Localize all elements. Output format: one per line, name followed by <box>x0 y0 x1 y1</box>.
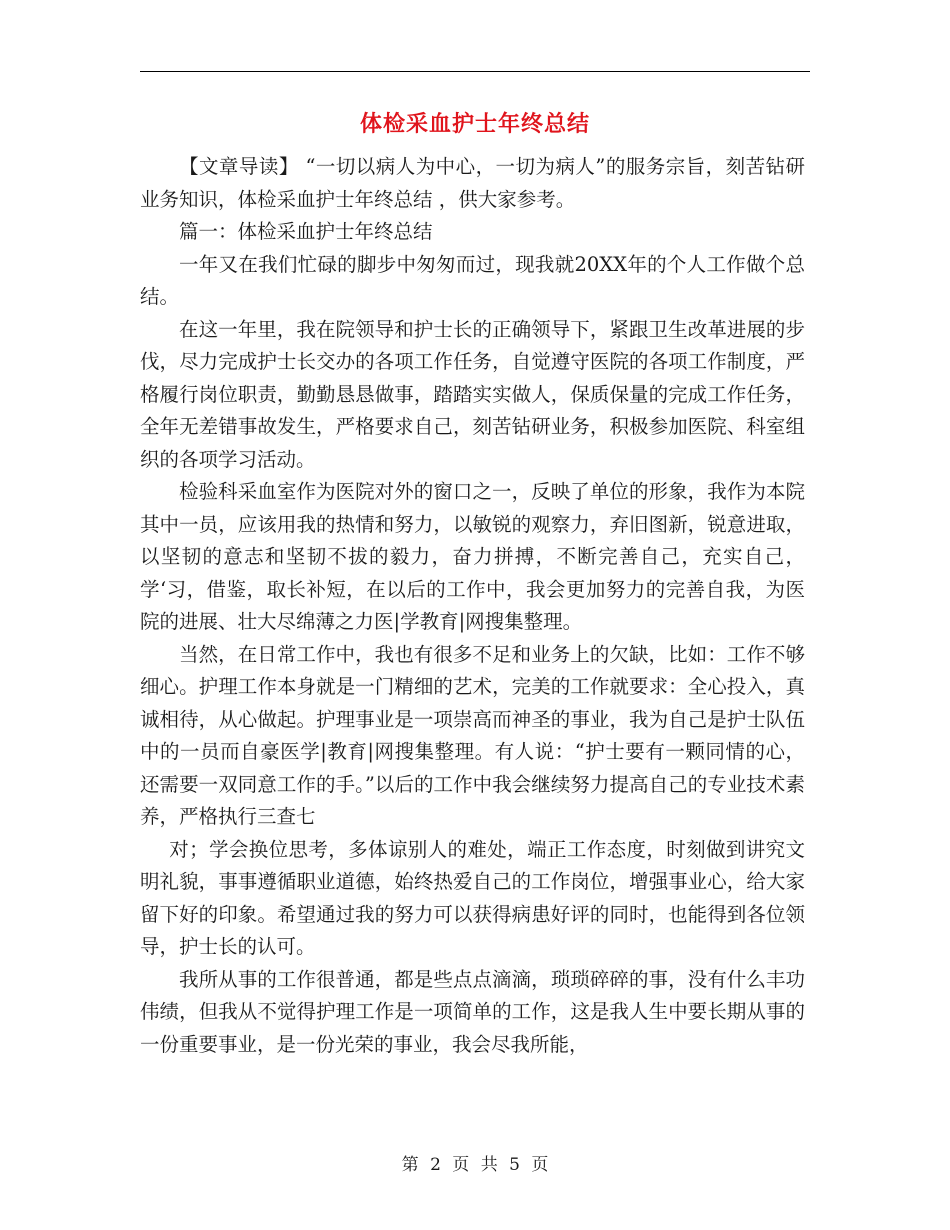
document-body <box>140 151 805 1061</box>
intro-paragraph: 【文章导读】 “一切以病人为中心，一切为病人”的服务宗旨，刻苦钻研业务知识，体检采血护士年终总结 ，供大家参考。 <box>140 155 805 211</box>
body-paragraph: 检验科采血室作为医院对外的窗口之一，反映了单位的形象，我作为本院其中一员，应该用我的热情和努力，以敏锐的观察力，弃旧图新，锐意进取，以坚韧的意志和坚韧不拔的毅力，奋力拼搏，不断完善自己，充实自己，学‘习，借鉴，取长补短，在以后的工作中，我会更加努力的完善自我，为医院的进展、壮大尽绵薄之力医|学教育|网搜集整理。 <box>140 480 805 633</box>
body-paragraph: 一年又在我们忙碌的脚步中匆匆而过，现我就20XX年的个人工作做个总结。 <box>140 252 805 308</box>
document-title: 体检采血护士年终总结 <box>359 112 590 137</box>
body-paragraph: 对；学会换位思考，多体谅别人的难处，端正工作态度，时刻做到讲究文明礼貌，事事遵循职业道德，始终热爱自己的工作岗位，增强事业心，给大家留下好的印象。希望通过我的努力可以获得病患好评的同时，也能得到各位领导，护士长的认可。 <box>140 837 805 958</box>
body-paragraph: 我所从事的工作很普通，都是些点点滴滴，琐琐碎碎的事，没有什么丰功伟绩，但我从不觉得护理工作是一项简单的工作，这是我人生中要长期从事的一份重要事业，是一份光荣的事业，我会尽我所能， <box>140 967 805 1056</box>
body-paragraph: 在这一年里，我在院领导和护士长的正确领导下，紧跟卫生改革进展的步伐，尽力完成护士长交办的各项工作任务，自觉遵守医院的各项工作制度，严格履行岗位职责，勤勤恳恳做事，踏踏实实做人，保质保量的完成工作任务，全年无差错事故发生，严格要求自己，刻苦钻研业务，积极参加医院、科室组织的各项学习活动。 <box>140 317 805 471</box>
page-number: 第 2 页 共 5 页 <box>401 1155 549 1175</box>
header-rule <box>140 71 810 72</box>
section-heading: 篇一：体检采血护士年终总结 <box>179 220 433 243</box>
body-paragraph: 当然，在日常工作中，我也有很多不足和业务上的欠缺，比如：工作不够细心。护理工作本身就是一门精细的艺术，完美的工作就要求：全心投入，真诚相待，从心做起。护理事业是一项崇高而神圣的事业，我为自己是护士队伍中的一员而自豪医学|教育|网搜集整理。有人说：“护士要有一颗同情的心，还需要一双同意工作的手。”以后的工作中我会继续努力提高自己的专业技术素养，严格执行三查七 <box>140 642 805 828</box>
